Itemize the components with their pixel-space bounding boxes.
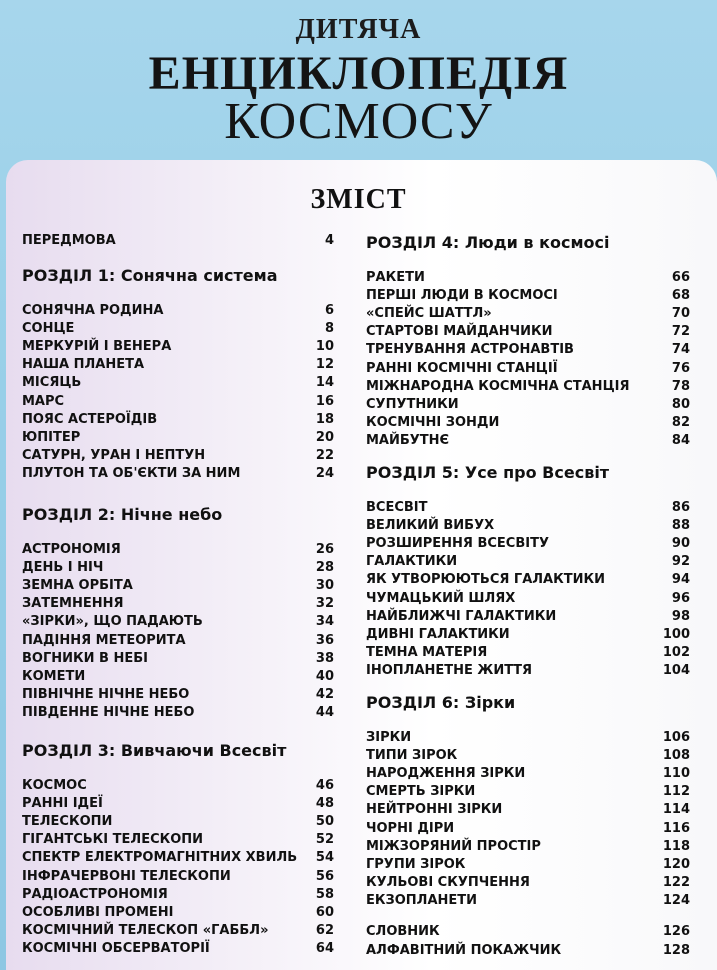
toc-entry xyxy=(22,542,334,560)
toc-entry-title: КОСМОС xyxy=(22,778,87,793)
toc-entry xyxy=(22,869,334,887)
toc-entry xyxy=(366,730,690,748)
toc-entry-page: 56 xyxy=(315,868,334,884)
toc-entry-page: 76 xyxy=(671,360,690,376)
toc-entry-title: ПОЯС АСТЕРОЇДІВ xyxy=(22,411,158,427)
toc-entry-page: 18 xyxy=(315,411,334,427)
toc-entry xyxy=(366,839,690,857)
toc-entry-title: МІСЯЦЬ xyxy=(22,375,82,391)
toc-entry-page: 104 xyxy=(662,662,690,678)
toc-entry-title: ПЕРШІ ЛЮДИ В КОСМОСІ xyxy=(366,288,558,304)
toc-entry xyxy=(366,857,690,875)
toc-entry-title: ПІВНІЧНЕ НІЧНЕ НЕБО xyxy=(22,686,190,702)
toc-entry-title: РАННІ КОСМІЧНІ СТАНЦІЇ xyxy=(366,360,558,376)
toc-entry-page: 66 xyxy=(671,270,690,285)
toc-entry xyxy=(366,943,690,961)
toc-entry xyxy=(366,663,690,681)
toc-entry-title: ПІВДЕННЕ НІЧНЕ НЕБО xyxy=(22,704,195,720)
toc-entry xyxy=(366,500,690,518)
toc-entry xyxy=(22,357,334,375)
toc-entry-title: КОСМІЧНИЙ ТЕЛЕСКОП «ГАББЛ» xyxy=(22,922,269,938)
toc-entry-title: СПЕКТР ЕЛЕКТРОМАГНІТНИХ ХВИЛЬ xyxy=(22,850,298,866)
toc-entry-title: ЧОРНІ ДІРИ xyxy=(366,820,455,836)
toc-entry-title: ОСОБЛИВІ ПРОМЕНІ xyxy=(22,904,174,920)
toc-entry-page: 38 xyxy=(315,650,334,666)
section-heading: РОЗДІЛ 2: Нічне небо xyxy=(22,505,223,524)
toc-entry-page: 12 xyxy=(315,357,334,373)
toc-entry xyxy=(366,415,690,433)
toc-entry xyxy=(22,814,334,832)
toc-entry-title: ТИПИ ЗІРОК xyxy=(366,748,458,764)
toc-entry-page: 42 xyxy=(315,686,334,702)
toc-entry-page: 34 xyxy=(315,614,334,630)
toc-entry-page: 14 xyxy=(315,375,334,391)
toc-entry xyxy=(22,705,334,723)
toc-entry-title: ТЕЛЕСКОПИ xyxy=(22,814,113,830)
toc-entry xyxy=(366,433,690,451)
toc-entry xyxy=(366,572,690,590)
toc-entry-page: 102 xyxy=(662,644,690,660)
toc-entry-page: 88 xyxy=(671,518,690,534)
toc-entry-title: ГІГАНТСЬКІ ТЕЛЕСКОПИ xyxy=(22,832,204,848)
toc-entry xyxy=(366,536,690,554)
toc-entry-title: КОСМІЧНІ ОБСЕРВАТОРІЇ xyxy=(22,940,210,956)
toc-entry-title: ТЕМНА МАТЕРІЯ xyxy=(366,644,488,660)
toc-entry xyxy=(22,941,334,959)
toc-entry-title: РАДІОАСТРОНОМІЯ xyxy=(22,886,168,902)
toc-entry-title: РОЗШИРЕННЯ ВСЕСВІТУ xyxy=(366,536,549,552)
toc-entry-page: 128 xyxy=(662,943,690,958)
toc-entry-page: 122 xyxy=(662,874,690,890)
toc-entry-title: САТУРН, УРАН І НЕПТУН xyxy=(22,447,206,463)
toc-entry-page: 64 xyxy=(315,940,334,956)
toc-entry-title: ІНФРАЧЕРВОНІ ТЕЛЕСКОПИ xyxy=(22,868,231,884)
toc-entry-title: ЕКЗОПЛАНЕТИ xyxy=(366,892,478,908)
section-heading: РОЗДІЛ 4: Люди в космосі xyxy=(366,233,610,252)
toc-entry xyxy=(22,412,334,430)
toc-entry-page: 22 xyxy=(315,447,334,463)
toc-entry-title: ПЛУТОН ТА ОБ'ЄКТИ ЗА НИМ xyxy=(22,465,241,481)
toc-entry xyxy=(22,687,334,705)
toc-entry-page: 86 xyxy=(671,500,690,515)
toc-entry-page: 54 xyxy=(315,850,334,866)
toc-entry-title: СЛОВНИК xyxy=(366,924,440,939)
toc-entry-page: 98 xyxy=(671,608,690,624)
toc-entry xyxy=(22,669,334,687)
book-supertitle: ДИТЯЧА xyxy=(295,14,422,45)
toc-entry-page: 20 xyxy=(315,429,334,445)
toc-entry-page: 74 xyxy=(671,342,690,358)
toc-entry-page: 96 xyxy=(671,590,690,606)
toc-entry-page: 32 xyxy=(315,596,334,612)
toc-entry-title: ПЕРЕДМОВА xyxy=(22,233,116,248)
toc-entry-page: 30 xyxy=(315,578,334,594)
toc-entry-title: ЮПІТЕР xyxy=(22,429,81,445)
toc-entry-page: 24 xyxy=(315,465,334,481)
toc-entry-title: ГРУПИ ЗІРОК xyxy=(366,856,466,872)
toc-entry xyxy=(366,361,690,379)
toc-entry-page: 40 xyxy=(315,668,334,684)
toc-entry xyxy=(366,875,690,893)
toc-entry xyxy=(366,397,690,415)
toc-entry xyxy=(366,893,690,911)
toc-entry-page: 58 xyxy=(315,886,334,902)
toc-entry xyxy=(22,887,334,905)
toc-entry-title: ЗАТЕМНЕННЯ xyxy=(22,596,124,612)
toc-entry-title: ПАДІННЯ МЕТЕОРИТА xyxy=(22,632,186,648)
toc-entry-page: 106 xyxy=(662,730,690,745)
toc-entry-title: ВОГНИКИ В НЕБІ xyxy=(22,650,148,666)
toc-entry-title: ДИВНІ ГАЛАКТИКИ xyxy=(366,626,510,642)
toc-entry-title: СТАРТОВІ МАЙДАНЧИКИ xyxy=(366,324,553,340)
toc-entry-page: 112 xyxy=(662,784,690,800)
toc-entry xyxy=(366,379,690,397)
toc-entry-page: 52 xyxy=(315,832,334,848)
toc-entry xyxy=(366,518,690,536)
toc-entry-title: КУЛЬОВІ СКУПЧЕННЯ xyxy=(366,874,530,890)
toc-entry xyxy=(22,448,334,466)
toc-entry xyxy=(366,766,690,784)
toc-entry xyxy=(22,796,334,814)
toc-entry xyxy=(22,905,334,923)
book-title: ЕНЦИКЛОПЕДІЯ xyxy=(148,47,569,100)
toc-entry-page: 8 xyxy=(324,321,334,337)
section-heading: РОЗДІЛ 5: Усе про Всесвіт xyxy=(366,463,610,482)
toc-entry xyxy=(22,375,334,393)
toc-entry-page: 70 xyxy=(671,306,690,322)
toc-entry-title: ГАЛАКТИКИ xyxy=(366,554,458,570)
toc-entry-page: 90 xyxy=(671,536,690,552)
toc-entry xyxy=(366,270,690,288)
toc-entry xyxy=(366,342,690,360)
toc-entry-title: ТРЕНУВАННЯ АСТРОНАВТІВ xyxy=(366,342,574,358)
toc-entry-page: 116 xyxy=(662,820,690,836)
section-heading: РОЗДІЛ 6: Зірки xyxy=(366,693,516,712)
toc-entry-title: НАША ПЛАНЕТА xyxy=(22,357,145,373)
toc-entry xyxy=(22,466,334,484)
toc-entry xyxy=(366,784,690,802)
toc-entry-title: ЗЕМНА ОРБІТА xyxy=(22,578,133,594)
toc-entry-title: МІЖЗОРЯНИЙ ПРОСТІР xyxy=(366,838,541,854)
toc-entry xyxy=(366,821,690,839)
toc-entry-page: 108 xyxy=(662,748,690,764)
toc-entry-page: 114 xyxy=(662,802,690,818)
toc-entry-title: СУПУТНИКИ xyxy=(366,396,459,412)
toc-entry-foreword xyxy=(22,233,334,251)
toc-entry-page: 68 xyxy=(671,288,690,304)
toc-entry-page: 124 xyxy=(662,892,690,908)
toc-entry-title: НАЙБЛИЖЧІ ГАЛАКТИКИ xyxy=(366,608,557,624)
toc-entry xyxy=(22,560,334,578)
toc-entry-title: «СПЕЙС ШАТТЛ» xyxy=(366,306,492,322)
toc-entry xyxy=(22,596,334,614)
toc-entry-title: ДЕНЬ І НІЧ xyxy=(22,560,104,576)
toc-entry xyxy=(366,802,690,820)
toc-entry xyxy=(366,748,690,766)
toc-entry xyxy=(22,578,334,596)
section-heading: РОЗДІЛ 1: Сонячна система xyxy=(22,266,278,285)
toc-entry xyxy=(366,306,690,324)
toc-entry xyxy=(22,923,334,941)
toc-entry-page: 50 xyxy=(315,814,334,830)
toc-entry-title: КОСМІЧНІ ЗОНДИ xyxy=(366,414,500,430)
contents-heading: ЗМІСТ xyxy=(310,184,407,215)
toc-entry-page: 72 xyxy=(671,324,690,340)
toc-entry-title: МАРС xyxy=(22,393,65,409)
toc-entry-page: 80 xyxy=(671,396,690,412)
toc-entry xyxy=(22,394,334,412)
toc-entry-title: «ЗІРКИ», ЩО ПАДАЮТЬ xyxy=(22,614,203,630)
toc-entry-title: КОМЕТИ xyxy=(22,668,86,684)
toc-entry-title: ЯК УТВОРЮЮТЬСЯ ГАЛАКТИКИ xyxy=(366,572,605,588)
toc-entry-title: НАРОДЖЕННЯ ЗІРКИ xyxy=(366,766,526,782)
toc-entry xyxy=(366,288,690,306)
toc-entry-page: 92 xyxy=(671,554,690,570)
toc-entry-title: РАКЕТИ xyxy=(366,270,425,285)
toc-entry-title: МЕРКУРІЙ І ВЕНЕРА xyxy=(22,339,172,355)
toc-entry-title: ЗІРКИ xyxy=(366,730,412,745)
toc-entry xyxy=(22,850,334,868)
toc-entry-page: 78 xyxy=(671,378,690,394)
toc-entry xyxy=(22,303,334,321)
toc-entry-title: СОНЯЧНА РОДИНА xyxy=(22,303,164,318)
book-title-line2: КОСМОСУ xyxy=(224,93,493,150)
toc-entry-title: ВЕЛИКИЙ ВИБУХ xyxy=(366,518,495,534)
toc-entry-page: 120 xyxy=(662,856,690,872)
toc-entry-page: 10 xyxy=(315,339,334,355)
toc-entry xyxy=(366,324,690,342)
toc-entry-page: 62 xyxy=(315,922,334,938)
toc-entry-title: НЕЙТРОННІ ЗІРКИ xyxy=(366,802,503,818)
toc-entry-page: 94 xyxy=(671,572,690,588)
toc-entry-page: 118 xyxy=(662,838,690,854)
toc-entry xyxy=(366,645,690,663)
toc-entry-title: МІЖНАРОДНА КОСМІЧНА СТАНЦІЯ xyxy=(366,378,630,394)
toc-entry-page: 110 xyxy=(662,766,690,782)
toc-entry-page: 4 xyxy=(324,233,334,248)
toc-entry xyxy=(366,591,690,609)
toc-entry-page: 36 xyxy=(315,632,334,648)
toc-entry-page: 44 xyxy=(315,704,334,720)
section-heading: РОЗДІЛ 3: Вивчаючи Всесвіт xyxy=(22,741,287,760)
toc-entry-page: 6 xyxy=(324,303,334,318)
toc-entry-title: СОНЦЕ xyxy=(22,321,75,337)
toc-entry-page: 28 xyxy=(315,560,334,576)
toc-entry-page: 26 xyxy=(315,542,334,557)
toc-entry xyxy=(366,627,690,645)
toc-entry-page: 46 xyxy=(315,778,334,793)
toc-entry xyxy=(22,832,334,850)
toc-entry-page: 16 xyxy=(315,393,334,409)
toc-entry-title: РАННІ ІДЕЇ xyxy=(22,796,103,812)
toc-entry-title: АСТРОНОМІЯ xyxy=(22,542,121,557)
toc-entry-title: ЧУМАЦЬКИЙ ШЛЯХ xyxy=(366,590,516,606)
toc-entry-title: ІНОПЛАНЕТНЕ ЖИТТЯ xyxy=(366,662,532,678)
toc-entry xyxy=(366,924,690,942)
toc-entry xyxy=(22,651,334,669)
toc-entry-page: 82 xyxy=(671,414,690,430)
toc-entry-title: АЛФАВІТНИЙ ПОКАЖЧИК xyxy=(366,943,562,958)
toc-entry xyxy=(22,614,334,632)
toc-entry xyxy=(22,339,334,357)
toc-entry-page: 84 xyxy=(671,432,690,448)
toc-entry-title: МАЙБУТНЄ xyxy=(366,432,450,448)
toc-entry xyxy=(22,430,334,448)
toc-entry xyxy=(22,633,334,651)
toc-entry-title: ВСЕСВІТ xyxy=(366,500,428,515)
toc-entry-title: СМЕРТЬ ЗІРКИ xyxy=(366,784,476,800)
toc-entry xyxy=(366,609,690,627)
toc-entry-page: 100 xyxy=(662,626,690,642)
toc-entry-page: 126 xyxy=(662,924,690,939)
toc-entry-page: 48 xyxy=(315,796,334,812)
toc-entry xyxy=(22,778,334,796)
toc-entry xyxy=(366,554,690,572)
toc-entry xyxy=(22,321,334,339)
toc-entry-page: 60 xyxy=(315,904,334,920)
